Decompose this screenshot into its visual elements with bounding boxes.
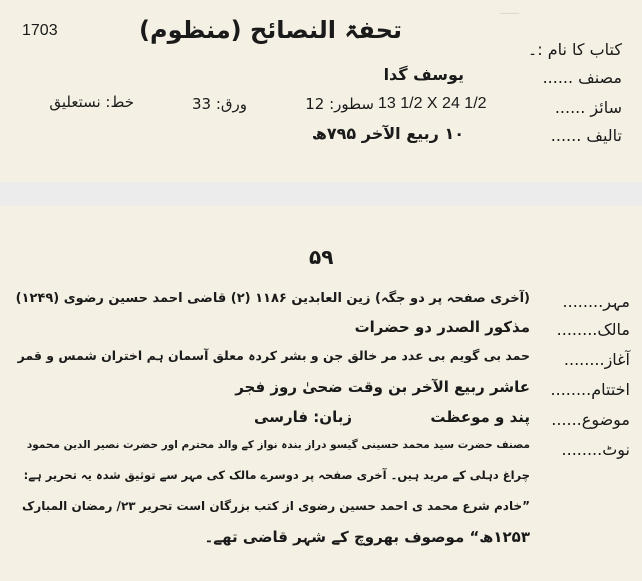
field-label-closing: اختتام........ <box>550 380 630 399</box>
field-script: خط: نستعلیق <box>49 93 134 111</box>
field-value-opening: حمد بی گویم بی عدد مر خالق جن و بشر کردہ معلق آسمان ہم اختران شمس و قمر <box>17 348 530 363</box>
field-value-author: یوسف گدا <box>383 65 464 84</box>
note-line-2: ”خادم شرع محمد ی احمد حسین رضوی از کتب بزرگان است تحریر ۲۳/ رمضان المبارک <box>22 499 530 513</box>
field-label-compiled: تالیف ...... <box>550 126 622 145</box>
book-title: تحفۃ النصائح (منظوم) <box>139 16 402 44</box>
field-lines: سطور: 12 <box>305 95 374 113</box>
card-separator <box>0 182 642 206</box>
field-label-seal: مہر........ <box>562 292 630 311</box>
field-value-owner: مذکور الصدر دو حضرات <box>354 318 530 336</box>
field-label-subject: موضوع...... <box>551 410 630 429</box>
note-line-3: ۱۲۵۳ھ“ موصوف بھروچ کے شہر قاضی تھے۔ <box>204 528 530 546</box>
catalog-card-page <box>0 206 642 581</box>
field-label-author: مصنف ...... <box>542 68 622 87</box>
field-value-note: مصنف حضرت سید محمد حسینی گیسو دراز بندہ نواز کے والد محترم اور حضرت نصیر الدین محمود <box>26 439 530 451</box>
field-value-subject: پند و موعظت <box>430 408 530 426</box>
page-number: ۵۹ <box>309 245 334 269</box>
field-value-size: 13 1/2 X 24 1/2 <box>378 95 487 112</box>
field-label-size: سائز ...... <box>554 98 622 117</box>
field-value-compiled: ۱۰ ربیع الآخر ۷۹۵ھ <box>311 124 464 143</box>
field-value-closing: عاشر ربیع الآخر بن وقت ضحیٰ روز فجر <box>235 378 530 396</box>
field-label-opening: آغاز........ <box>563 350 630 369</box>
field-label-owner: مالک........ <box>556 320 630 339</box>
field-label-name: کتاب کا نام :۔ <box>527 40 622 59</box>
field-value-seal: (آخری صفحہ پر دو جگہ) زین العابدین ۱۱۸۶ (۲) قاضی احمد حسین رضوی (۱۲۴۹) <box>15 291 530 306</box>
field-value-language: زبان: فارسی <box>254 408 352 426</box>
field-pages: ورق: 33 <box>191 95 247 113</box>
field-label-note: نوٹ........ <box>561 440 630 459</box>
note-line-1: چراغ دہلی کے مرید ہیں۔ آخری صفحہ پر دوسرے مالک کی مہر سے توثیق شدہ یہ تحریر ہے: <box>23 468 530 482</box>
catalog-card-1703 <box>0 0 642 182</box>
record-id: 1703 <box>22 22 58 39</box>
bleed-through-text: ـــــ <box>500 3 520 18</box>
